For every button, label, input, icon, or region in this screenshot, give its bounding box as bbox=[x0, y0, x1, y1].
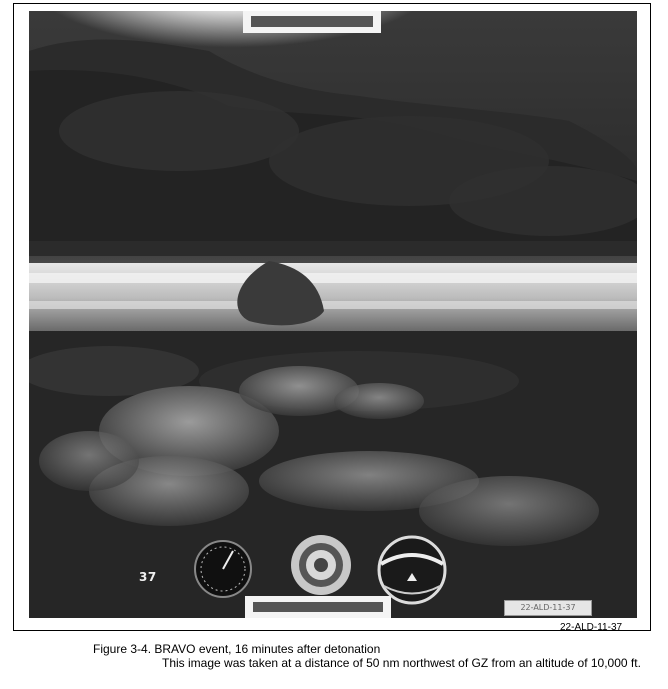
compass-gauge-icon bbox=[291, 535, 351, 595]
photo-scene bbox=[29, 11, 637, 618]
altimeter-gauge-icon bbox=[195, 541, 251, 597]
bravo-event-photograph bbox=[29, 11, 637, 618]
level-indicator-icon bbox=[379, 537, 445, 603]
caption-description: This image was taken at a distance of 50 nm northwest of GZ from an altitude of 10,000 ft. bbox=[162, 656, 641, 670]
plate-identifier: 22-ALD-11-37 bbox=[560, 622, 623, 633]
figure-caption bbox=[93, 642, 653, 670]
frame-number: 37 bbox=[139, 570, 157, 584]
caption-title: Figure 3-4. BRAVO event, 16 minutes after detonation bbox=[93, 642, 381, 656]
photo-corner-label: 22-ALD-11-37 bbox=[504, 600, 592, 616]
